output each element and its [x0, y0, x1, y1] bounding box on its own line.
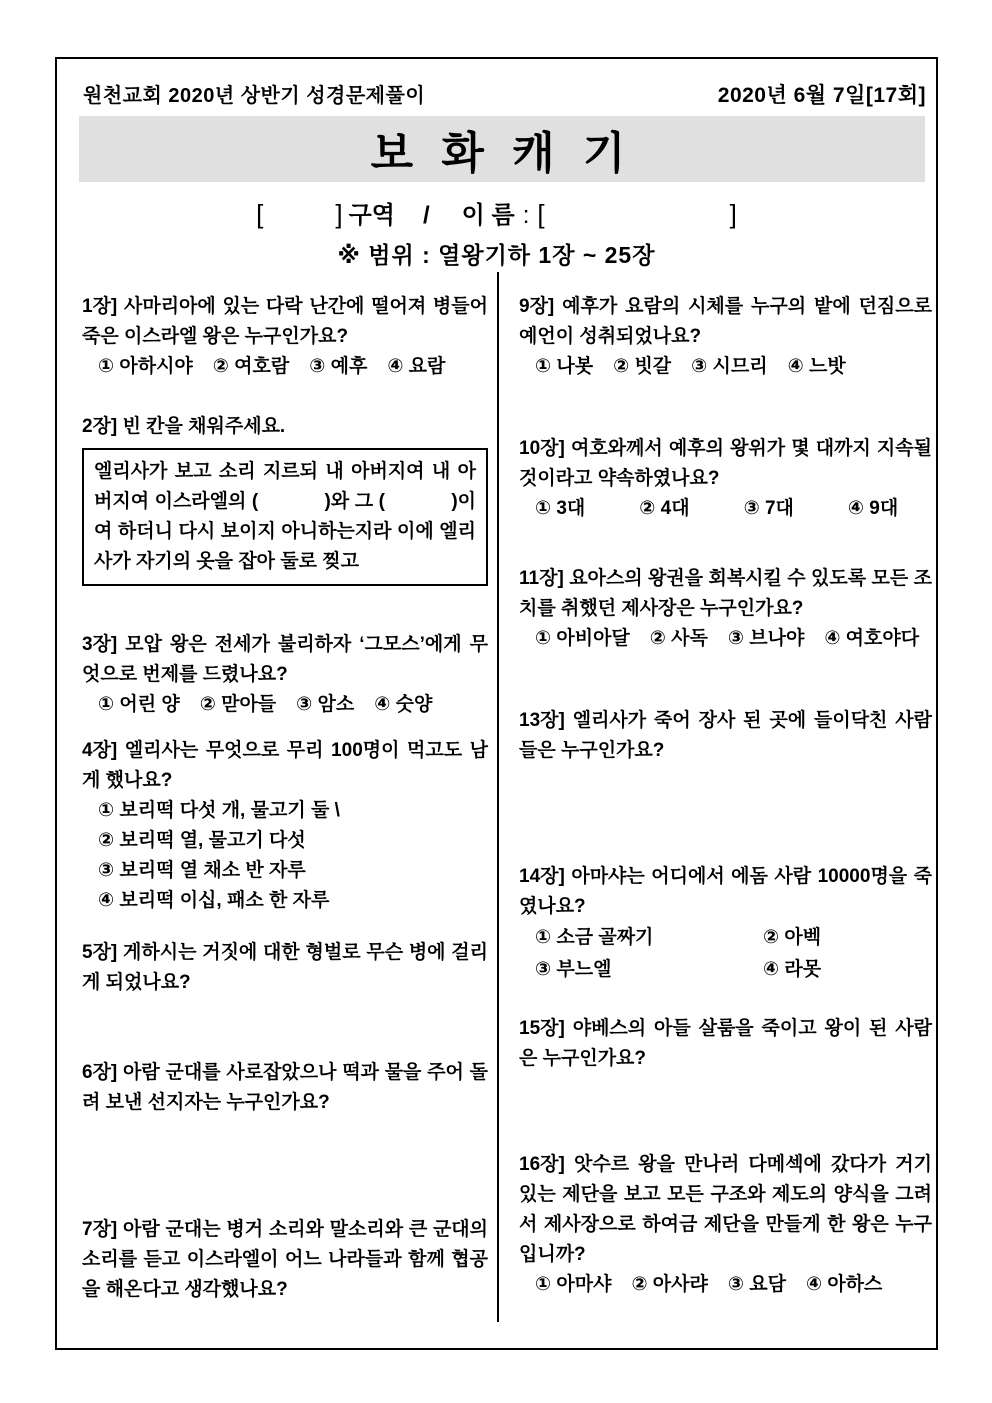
name-bracket-open: [ — [537, 199, 545, 229]
question-body: 사마리아에 있는 다락 난간에 떨어져 병들어 죽은 이스라엘 왕은 누구인가요? — [82, 296, 488, 347]
option: ③ 시므리 — [691, 356, 768, 377]
question-block — [519, 1014, 932, 1074]
question-text — [82, 1058, 488, 1118]
question-number: 9장] — [519, 296, 555, 317]
question-block — [519, 564, 932, 654]
question-block — [82, 1215, 488, 1305]
option: ② 여호람 — [212, 356, 290, 377]
option: ③ 보리떡 열 채소 반 자루 — [98, 860, 306, 881]
question-text — [519, 292, 932, 352]
column-divider — [497, 272, 499, 1322]
option: ① 아마샤 — [535, 1274, 612, 1295]
question-block — [519, 1150, 932, 1300]
question-body: 야베스의 아들 살룸을 죽이고 왕이 된 사람은 누구인가요? — [519, 1018, 932, 1069]
header-row — [83, 79, 926, 109]
options — [519, 1270, 932, 1300]
option: ④ 아하스 — [805, 1274, 883, 1295]
church-title: 원천교회 2020년 상반기 성경문제풀이 — [83, 85, 426, 107]
option: ① 어린 양 — [98, 694, 180, 715]
option: ④ 라못 — [763, 959, 822, 980]
name-bracket-close: ] — [729, 199, 737, 229]
option: ② 아사랴 — [631, 1274, 708, 1295]
question-text — [82, 292, 488, 352]
question-number: 14장] — [519, 866, 565, 887]
option: ④ 9대 — [847, 498, 899, 519]
district-bracket-close: ] — [335, 199, 343, 229]
question-number: 7장] — [82, 1219, 118, 1240]
option: ③ 부느엘 — [535, 959, 612, 980]
question-number: 11장] — [519, 568, 564, 589]
question-text — [82, 938, 488, 998]
separator-slash: / — [422, 202, 430, 229]
options — [82, 352, 488, 382]
right-column — [519, 292, 932, 1300]
question-body: 게하시는 거짓에 대한 형벌로 무슨 병에 걸리게 되었나요? — [82, 942, 489, 993]
question-block — [82, 1058, 488, 1118]
question-block — [519, 292, 932, 382]
question-body: 엘리사는 무엇으로 무리 100명이 먹고도 남게 했나요? — [82, 740, 489, 791]
question-body: 앗수르 왕을 만나러 다메섹에 갔다가 거기 있는 제단을 보고 모든 구조와 제도의 양식을 그려서 제사장으로 하여금 제단을 만들게 한 왕은 누구입니까? — [519, 1154, 933, 1265]
question-body: 요아스의 왕권을 회복시킬 수 있도록 모든 조치를 취했던 제사장은 누구인가요? — [519, 568, 932, 619]
option: ③ 암소 — [296, 694, 355, 715]
option: ② 사독 — [649, 628, 708, 649]
options — [82, 690, 488, 720]
option: ④ 느밧 — [787, 356, 846, 377]
fill-blank-box: 엘리사가 보고 소리 지르되 내 아버지여 내 아버지여 이스라엘의 ( )와 그 ( )이여 하더니 다시 보이지 아니하는지라 이에 엘리사가 자기의 옷을 잡아 둘로 찢고 — [82, 448, 488, 586]
option: ③ 예후 — [309, 356, 368, 377]
question-body: 아람 군대를 사로잡았으나 떡과 물을 주어 돌려 보낸 선지자는 누구인가요? — [82, 1062, 489, 1113]
scope-line: ※ 범위 : 열왕기하 1장 ~ 25장 — [337, 242, 656, 268]
question-number: 16장] — [519, 1154, 565, 1175]
question-number: 1장] — [82, 296, 118, 317]
option: ① 소금 골짜기 — [535, 927, 654, 948]
question-block — [519, 434, 932, 524]
option: ② 보리떡 열, 물고기 다섯 — [98, 830, 306, 851]
option: ④ 요람 — [387, 356, 446, 377]
sheet-border — [55, 57, 938, 1350]
question-body: 여호와께서 예후의 왕위가 몇 대까지 지속될 것이라고 약속하였나요? — [519, 438, 932, 489]
option: ① 보리떡 다섯 개, 물고기 둘 \ — [98, 800, 340, 821]
option: ① 아하시야 — [98, 356, 193, 377]
question-body: 아마샤는 어디에서 에돔 사람 10000명을 죽였나요? — [519, 866, 933, 917]
option: ② 맏아들 — [199, 694, 277, 715]
question-text — [519, 1014, 932, 1074]
question-text — [519, 1150, 932, 1270]
options — [519, 352, 932, 382]
option: ② 4대 — [639, 498, 690, 519]
page-title: 보 화 캐 기 — [370, 129, 634, 178]
district-label: 구역 — [348, 202, 395, 229]
question-block — [519, 862, 932, 986]
question-block — [519, 706, 932, 766]
question-block — [82, 630, 488, 720]
question-number: 2장] — [82, 416, 118, 437]
question-body: 모압 왕은 전세가 불리하자 ‘그모스’에게 무엇으로 번제를 드렸나요? — [82, 634, 488, 685]
option: ③ 7대 — [743, 498, 794, 519]
question-body: 엘리사가 죽어 장사 된 곳에 들이닥친 사람들은 누구인가요? — [519, 710, 932, 761]
question-text — [82, 412, 488, 442]
option: ④ 보리떡 이십, 패소 한 자루 — [98, 890, 330, 911]
question-number: 15장] — [519, 1018, 565, 1039]
question-block — [82, 412, 488, 586]
question-number: 3장] — [82, 634, 118, 655]
question-text — [82, 1215, 488, 1305]
question-number: 10장] — [519, 438, 565, 459]
question-text — [82, 736, 488, 796]
options — [519, 494, 932, 524]
option: ② 아벡 — [763, 927, 822, 948]
option: ① 나봇 — [535, 356, 594, 377]
option: ① 3대 — [535, 498, 586, 519]
option: ② 빗갈 — [613, 356, 672, 377]
question-number: 6장] — [82, 1062, 118, 1083]
info-line — [57, 195, 936, 230]
issue-date: 2020년 6월 7일[17회] — [717, 84, 926, 107]
question-block — [82, 938, 488, 998]
question-body: 빈 칸을 채워주세요. — [122, 416, 286, 437]
options — [82, 796, 488, 916]
option: ③ 요담 — [727, 1274, 786, 1295]
question-text — [82, 630, 488, 690]
question-text — [519, 564, 932, 624]
left-column — [82, 292, 488, 1305]
question-text — [519, 434, 932, 494]
name-label: 이 름 — [461, 202, 515, 229]
option: ① 아비아달 — [535, 628, 630, 649]
question-block — [82, 292, 488, 382]
option: ④ 숫양 — [374, 694, 433, 715]
question-block — [82, 736, 488, 916]
question-body: 아람 군대는 병거 소리와 말소리와 큰 군대의 소리를 듣고 이스라엘이 어느 나라들과 함께 협공을 해온다고 생각했나요? — [82, 1219, 489, 1300]
district-bracket-open: [ — [256, 199, 264, 229]
options — [519, 624, 932, 654]
question-number: 13장] — [519, 710, 565, 731]
option: ④ 여호야다 — [824, 628, 920, 649]
option: ③ 브나야 — [727, 628, 805, 649]
name-colon: : — [522, 202, 530, 229]
question-number: 5장] — [82, 942, 118, 963]
question-text — [519, 862, 932, 922]
question-text — [519, 706, 932, 766]
question-number: 4장] — [82, 740, 118, 761]
title-bar — [79, 116, 925, 182]
question-body: 예후가 요람의 시체를 누구의 밭에 던짐으로 예언이 성취되었나요? — [519, 296, 932, 347]
options — [519, 922, 932, 986]
